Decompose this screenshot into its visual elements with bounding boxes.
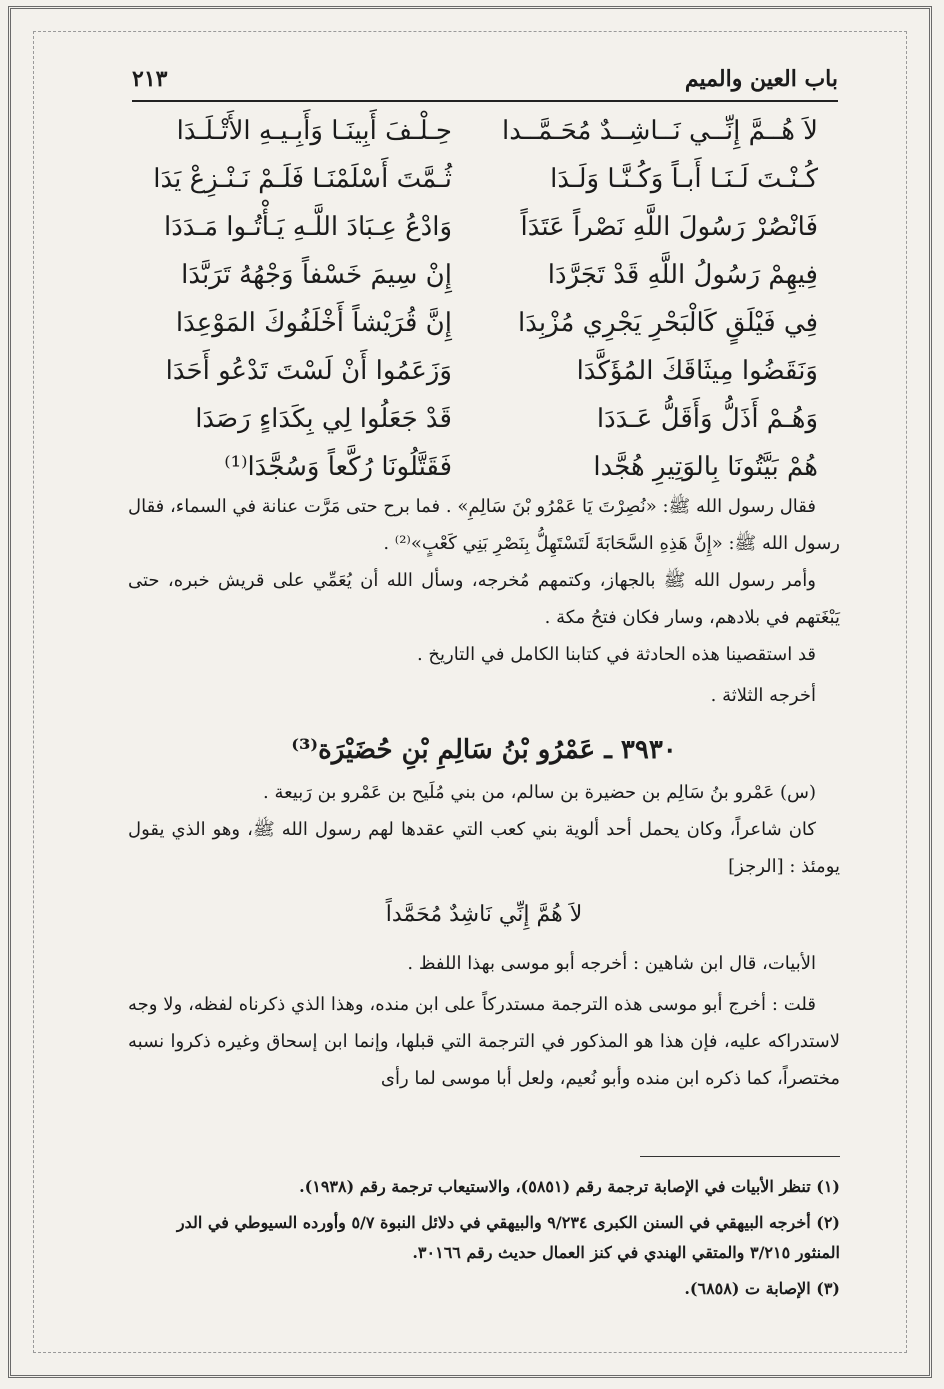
verse-line [132,160,838,208]
poem [132,112,838,496]
footnote-3: (٣) الإصابة ت (٦٨٥٨). [684,1279,840,1298]
paragraph-2: وأمر رسول الله ﷺ بالجهاز، وكتمهم مُخرجه، وسأل الله أن يُعَمِّي على قريش خبره، حتى يَبْغَتهم في بلادهم، وسار فكان فتحُ مكة . [128,570,840,628]
verse-line [132,304,838,352]
verse-second-hemistich: إِنْ سِيمَ خَسْفاً وَجْهُهُ تَرَبَّدَا [181,260,452,290]
verse-first-hemistich: وَهُـمْ أَذَلُّ وَأَقَلُّ عَـدَدَا [596,404,818,434]
chapter-title: باب العين والميم [684,66,838,92]
paragraph-7: الأبيات، قال ابن شاهين : أخرجه أبو موسى بهذا اللفظ . [407,953,816,974]
paragraph-8: قلت : أخرج أبو موسى هذه الترجمة مستدركاً على ابن منده، وهذا الذي ذكرناه لفظه، ولا وجه لاستدراكه عليه، فإن هذا هو المذكور في الترجمة التي قبلها، وإنما ابن إسحاق وغيره ذكروا نسبه مختصراً، كما ذكره ابن منده وأبو نُعيم، ولعل أبا موسى لما رأى [128,994,840,1089]
verse-second-hemistich: وَزَعَمُوا أَنْ لَسْتَ تَدْعُو أَحَدَا [165,356,452,386]
verse-first-hemistich: كُـنْـتَ لَـنَـا أَبـاً وَكُـنَّـا وَلَـدَا [550,164,818,194]
verse-second-hemistich: حِـلْـفَ أَبِينَـا وَأَبِـيـهِ الأَتْـلَـدَا [176,116,452,146]
verse-second-hemistich: وَادْعُ عِـبَادَ اللَّـهِ يَـأْتُـوا مَـدَدَا [164,212,452,242]
verse-line [132,400,838,448]
verse-first-hemistich: وَنَقَضُوا مِيثَاقَكَ المُؤَكَّدَا [576,356,818,386]
verse-line [132,256,838,304]
footnote-separator [640,1156,840,1157]
footnote-2: (٢) أخرجه البيهقي في السنن الكبرى ٩/٢٣٤ والبيهقي في دلائل النبوة ٥/٧ وأورده السيوطي في الدر المنثور ٣/٢١٥ والمتقي الهندي في كنز العمال حديث رقم ٣٠١٦٦. [176,1213,840,1262]
verse-first-hemistich: لاَ هُــمَّ إِنِّــي نَــاشِــدٌ مُحَـمَّــدا [501,116,818,146]
quoted-verse: لاَ هُمَّ إِنِّي نَاشِدٌ مُحَمَّداً [385,902,583,927]
verse-line [132,208,838,256]
verse-second-hemistich: قَدْ جَعَلُوا لِي بِكَدَاءٍ رَصَدَا [195,404,452,434]
verse-first-hemistich: فَانْصُرْ رَسُولَ اللَّهِ نَصْراً عَتَدَاً [520,212,818,242]
verse-first-hemistich: فِيهِمْ رَسُولُ اللَّهِ قَدْ تَجَرَّدَا [547,260,818,290]
main-text [128,488,840,1097]
paragraph-5: (س) عَمْرو بنُ سَالِم بن حضيرة بن سالم، من بني مُلَيح بن عَمْرو بن رَبيعة . [263,782,816,803]
verse-first-hemistich: فِي فَيْلَقٍ كَالْبَحْرِ يَجْرِي مُزْبِدَا [517,308,818,338]
footnotes [128,1172,840,1310]
running-header [132,60,838,102]
verse-line [132,352,838,400]
paragraph-4: أخرجه الثلاثة . [710,685,816,706]
footnote-1: (١) تنظر الأبيات في الإصابة ترجمة رقم (٥٨٥١)، والاستيعاب ترجمة رقم (١٩٣٨). [299,1177,840,1196]
verse-second-hemistich: فَقَتَّلُونَا رُكَّعاً وَسُجَّدَا⁽¹⁾ [224,452,452,482]
paragraph-3: قد استقصينا هذه الحادثة في كتابنا الكامل في التاريخ . [416,644,816,665]
verse-second-hemistich: ثُـمَّتَ أَسْلَمْنَـا فَلَـمْ نَـنْـزِعْ يَدَا [153,164,452,194]
paragraph-6: كان شاعراً، وكان يحمل أحد ألوية بني كعب التي عقدها لهم رسول الله ﷺ، وهو الذي يقول يومئذ : [الرجز] [128,819,840,877]
verse-line [132,112,838,160]
page-number: ٢١٣ [132,66,168,92]
verse-second-hemistich: إِنَّ قُرَيْشاً أَخْلَفُوكَ المَوْعِدَا [175,308,452,338]
verse-first-hemistich: هُمْ بَيَّتُونَا بِالوَتِيرِ هُجَّدا [593,452,818,482]
entry-heading: ٣٩٣٠ ـ عَمْرُو بْنُ سَالِمِ بْنِ حُضَيْرَة⁽³⁾ [291,735,677,765]
paragraph-1: فقال رسول الله ﷺ: «نُصِرْتَ يَا عَمْرُو بْنَ سَالِمِ» . فما برح حتى مَرَّت عنانة في السماء، فقال رسول الله ﷺ: «إِنَّ هَذِهِ السَّحَابَةَ لَتَسْتَهِلُّ بِنَصْرِ بَنِي كَعْبٍ»⁽²⁾ . [128,496,840,554]
